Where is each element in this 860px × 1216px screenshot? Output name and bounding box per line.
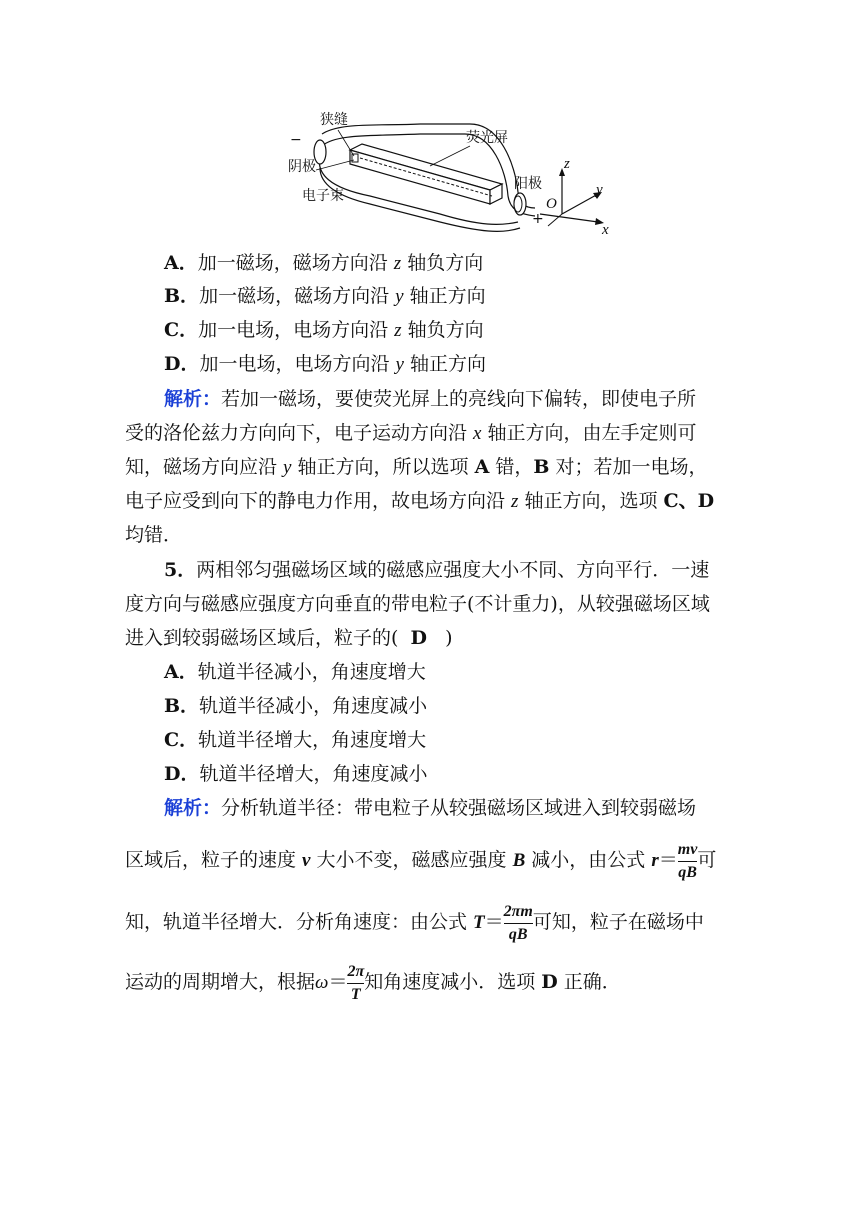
label-beam: 电子束 xyxy=(302,188,344,204)
q5-line-1: 5．两相邻匀强磁场区域的磁感应强度大小不同、方向平行．一速 xyxy=(164,559,710,581)
question-number: 5． xyxy=(164,559,197,581)
q5-option-d: D．轨道半径增大，角速度减小 xyxy=(164,763,428,785)
label-x: x xyxy=(602,222,609,238)
label-origin: O xyxy=(546,196,557,212)
fraction-2pi-T: $\frac{2\pi}{T}$ xyxy=(347,962,365,1003)
label-anode: 阳极 xyxy=(514,176,542,192)
q5-analysis-line-3: 知，轨道半径增大．分析角速度：由公式 T＝ $\frac{2\pi m}{qB}$ 可知，粒子在磁场中 xyxy=(125,902,704,943)
screen-box xyxy=(350,144,502,204)
q4-analysis-line-3: 知，磁场方向应沿 y 轴正方向，所以选项 A 错，B 对；若加一电场， xyxy=(125,456,708,478)
q5-analysis-line-1: 解析：分析轨道半径：带电粒子从较强磁场区域进入到较弱磁场 xyxy=(164,797,697,819)
label-screen: 荧光屏 xyxy=(466,130,508,146)
q4-option-a: A．加一磁场，磁场方向沿 z 轴负方向 xyxy=(164,252,484,274)
q4-option-b: B．加一磁场，磁场方向沿 y 轴正方向 xyxy=(164,285,486,307)
analysis-tag: 解析： xyxy=(164,797,222,819)
label-cathode: 阴极 xyxy=(288,159,316,175)
crt-diagram xyxy=(270,104,620,244)
label-y: y xyxy=(596,182,603,198)
fraction-2pim-qB: $\frac{2\pi m}{qB}$ xyxy=(503,902,533,943)
q4-option-d: D．加一电场，电场方向沿 y 轴正方向 xyxy=(164,353,487,375)
slit xyxy=(352,154,358,162)
q5-line-3: 进入到较弱磁场区域后，粒子的( D ) xyxy=(125,627,453,649)
answer-choice: D xyxy=(410,627,427,649)
q5-option-a: A．轨道半径减小，角速度增大 xyxy=(164,661,426,683)
label-plus: + xyxy=(532,211,544,227)
label-z: z xyxy=(564,156,570,172)
q4-analysis-line-4: 电子应受到向下的静电力作用，故电场方向沿 z 轴正方向，选项 C、D xyxy=(125,490,715,512)
q4-option-c: C．加一电场，电场方向沿 z 轴负方向 xyxy=(164,319,484,341)
analysis-tag: 解析： xyxy=(164,388,222,410)
q4-analysis-line-1: 解析：若加一磁场，要使荧光屏上的亮线向下偏转，即使电子所 xyxy=(164,388,697,410)
q5-option-b: B．轨道半径减小，角速度减小 xyxy=(164,695,428,717)
fraction-mv-qB: $\frac{mv}{qB}$ xyxy=(677,840,698,881)
label-minus: − xyxy=(290,132,302,148)
q5-line-2: 度方向与磁感应强度方向垂直的带电粒子(不计重力)，从较强磁场区域 xyxy=(125,593,710,615)
q5-option-c: C．轨道半径增大，角速度增大 xyxy=(164,729,427,751)
label-slit: 狭缝 xyxy=(320,112,348,128)
q4-analysis-line-2: 受的洛伦兹力方向向下，电子运动方向沿 x 轴正方向，由左手定则可 xyxy=(125,422,697,444)
q5-analysis-line-2: 区域后，粒子的速度 v 大小不变，磁感应强度 B 减小，由公式 r＝ $\frac{mv}{qB}$ 可 xyxy=(125,840,717,881)
q5-analysis-line-4: 运动的周期增大，根据ω＝ $\frac{2\pi}{T}$ 知角速度减小．选项 D 正确． xyxy=(125,962,621,1003)
q4-analysis-line-5: 均错． xyxy=(125,524,183,546)
